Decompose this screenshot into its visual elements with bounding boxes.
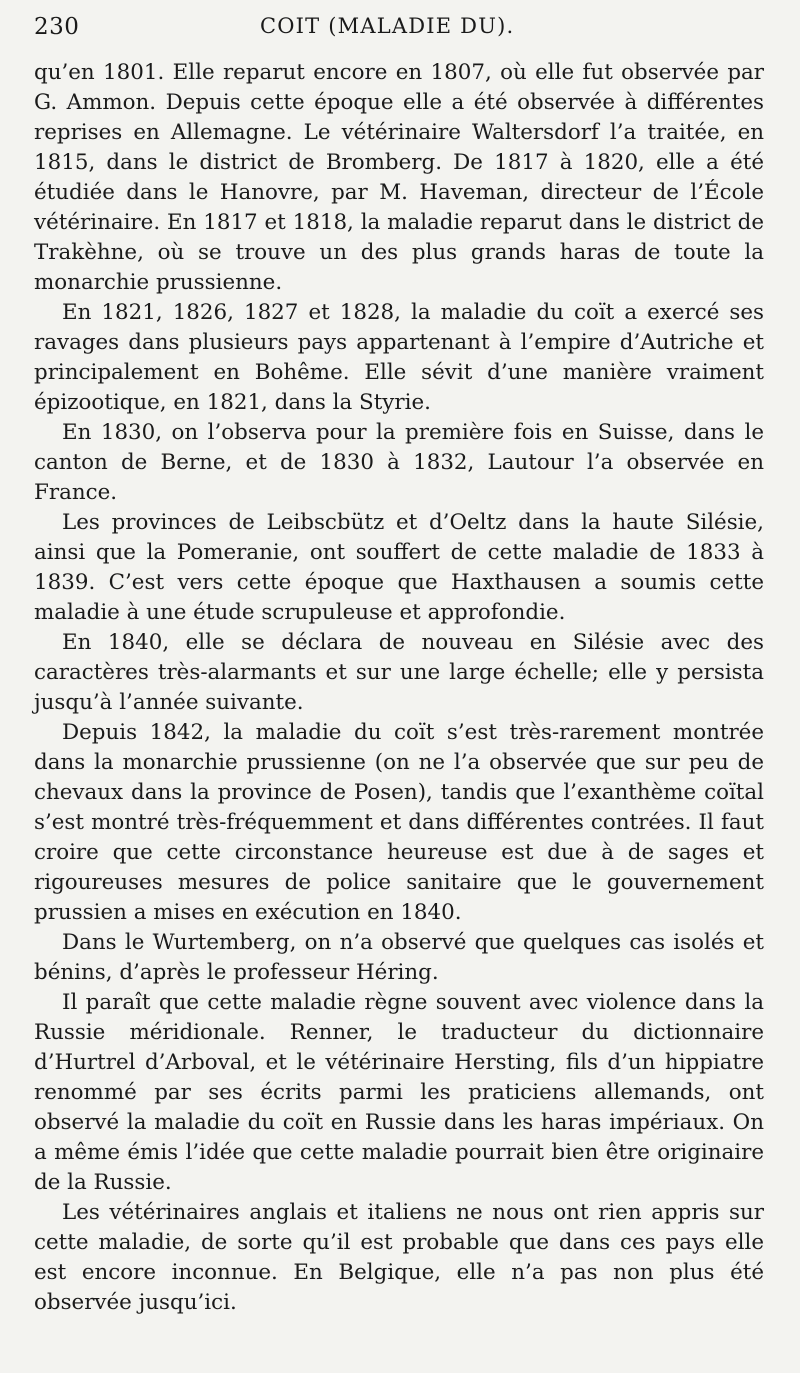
paragraph-continuation: qu’en 1801. Elle reparut encore en 1807, où elle fut observée par G. Ammon. Depuis cette époque elle a été observée à différentes reprises en Allemagne. Le vétérinaire Waltersdorf l’a traitée, en 1815, dans le district de Bromberg. De 1817 à 1820, elle a été étudiée dans le Hanovre, par M. Haveman, directeur de l’École vétérinaire. En 1817 et 1818, la maladie reparut dans le district de Trakèhne, où se trouve un des plus grands haras de toute la monarchie prussienne.	[34, 60, 764, 295]
paragraph-russia: Il paraît que cette maladie règne souvent avec violence dans la Russie méridionale. Renner, le traducteur du dictionnaire d’Hurtrel d’Arboval, et le vétérinaire Hersting, fils d’un hippiatre renommé par ses écrits parmi les praticiens allemands, ont observé la maladie du coït en Russie dans les haras impériaux. On a même émis l’idée que cette maladie pourrait bien être originaire de la Russie.	[34, 990, 764, 1195]
paragraph-wurtemberg: Dans le Wurtemberg, on n’a observé que quelques cas isolés et bénins, d’après le professeur Héring.	[34, 930, 764, 985]
page-number: 230	[34, 14, 80, 40]
page-header	[34, 14, 756, 50]
paragraph-1840: En 1840, elle se déclara de nouveau en Silésie avec des caractères très-alarmants et sur une large échelle; elle y persista jusqu’à l’année suivante.	[34, 630, 764, 715]
paragraph-austria: En 1821, 1826, 1827 et 1828, la maladie du coït a exercé ses ravages dans plusieurs pays appartenant à l’empire d’Autriche et principalement en Bohême. Elle sévit d’une manière vraiment épizootique, en 1821, dans la Styrie.	[34, 300, 764, 415]
paragraph-silesia-pomerania: Les provinces de Leibscbütz et d’Oeltz dans la haute Silésie, ainsi que la Pomeranie, ont souffert de cette maladie de 1833 à 1839. C’est vers cette époque que Haxthausen a soumis cette maladie à une étude scrupuleuse et approfondie.	[34, 510, 764, 625]
paragraph-since-1842: Depuis 1842, la maladie du coït s’est très-rarement montrée dans la monarchie prussienne (on ne l’a observée que sur peu de chevaux dans la province de Posen), tandis que l’exanthème coïtal s’est montré très-fréquemment et dans différentes contrées. Il faut croire que cette circonstance heureuse est due à de sages et rigoureuses mesures de police sanitaire que le gouvernement prussien a mises en exécution en 1840.	[34, 720, 764, 925]
running-title: COIT (MALADIE DU).	[260, 14, 515, 38]
body-text	[34, 58, 764, 1318]
paragraph-switzerland-france: En 1830, on l’observa pour la première fois en Suisse, dans le canton de Berne, et de 1830 à 1832, Lautour l’a observée en France.	[34, 420, 764, 505]
paragraph-england-italy-belgium: Les vétérinaires anglais et italiens ne nous ont rien appris sur cette maladie, de sorte qu’il est probable que dans ces pays elle est encore inconnue. En Belgique, elle n’a pas non plus été observée jusqu’ici.	[34, 1200, 764, 1315]
